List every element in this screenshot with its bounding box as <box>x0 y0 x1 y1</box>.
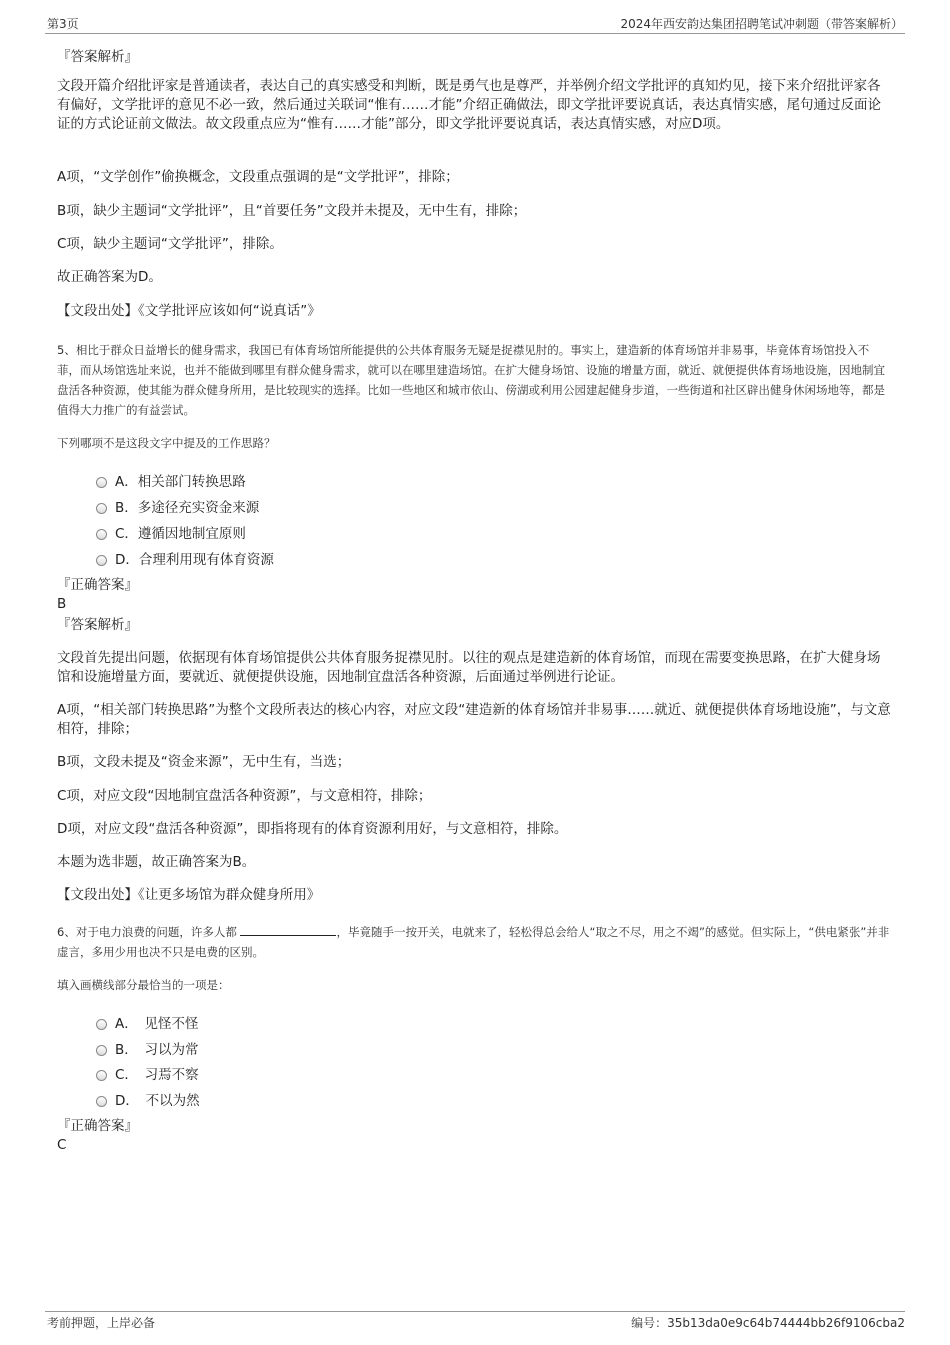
analysis-a: A项，“文学创作”偷换概念，文段重点强调的是“文学批评”，排除； <box>57 169 459 185</box>
analysis-label: 『答案解析』 <box>57 49 138 65</box>
option-a[interactable] <box>96 1012 199 1032</box>
analysis-c: C项，缺少主题词“文学批评”，排除。 <box>57 236 283 252</box>
option-d[interactable] <box>96 1089 200 1109</box>
analysis-text: 文段开篇介绍批评家是普通读者，表达自己的真实感受和判断，既是勇气也是尊严，并举例介绍文学批评的真知灼见，接下来介绍批评家各有偏好，文学批评的意见不必一致，然后通过关联词“惟有……才能”介绍正确做法，即文学批评要说真话，表达真情实感，尾句通过反面论证的方式论证前文做法。故文段重点应为“惟有……才能”部分，即文学批评要说真话，表达真情实感，对应D项。 <box>57 78 881 132</box>
page-number: 第3页 <box>47 17 79 31</box>
question-5-stem: 5、相比于群众日益增长的健身需求，我国已有体育场馆所能提供的公共体育服务无疑是捉襟见肘的。事实上，建造新的体育场馆并非易事，毕竟体育场馆投入不菲，而从场馆选址来说，也并不能做到哪里有群众健身需求，就可以在哪里建造场馆。在扩大健身场馆、设施的增量方面，就近、就便提供体育场地设施，因地制宜盘活各种资源，使其能为群众健身所用，是比较现实的选择。比如一些地区和城市依山、傍湖或利用公园建起健身步道，一些街道和社区辟出健身休闲场地等，都是值得大力推广的有益尝试。 <box>57 343 885 417</box>
stem-before: 6、对于电力浪费的问题，许多人都 <box>57 925 237 939</box>
question-5-prompt: 下列哪项不是这段文字中提及的工作思路？ <box>57 436 276 450</box>
option-label: D．合理利用现有体育资源 <box>115 552 274 568</box>
analysis-b: B项，文段未提及“资金来源”，无中生有，当选； <box>57 754 351 770</box>
conclusion: 本题为选非题，故正确答案为B。 <box>57 854 256 870</box>
source: 【文段出处】《文学批评应该如何“说真话”》 <box>57 303 321 319</box>
radio-icon[interactable] <box>96 477 107 488</box>
option-b[interactable] <box>96 496 259 516</box>
document-title: 2024年西安韵达集团招聘笔试冲刺题（带答案解析） <box>620 17 903 31</box>
answer-label: 『正确答案』 <box>57 577 138 593</box>
analysis-a: A项，“相关部门转换思路”为整个文段所表达的核心内容，对应文段“建造新的体育场馆并非易事……就近、就便提供体育场地设施”，与文意相符，排除； <box>57 702 891 737</box>
radio-icon[interactable] <box>96 1019 107 1030</box>
conclusion: 故正确答案为D。 <box>57 269 162 285</box>
source: 【文段出处】《让更多场馆为群众健身所用》 <box>57 887 321 903</box>
option-label: C．遵循因地制宜原则 <box>115 526 246 542</box>
option-c[interactable] <box>96 522 246 542</box>
answer: B <box>57 596 67 612</box>
radio-icon[interactable] <box>96 555 107 566</box>
analysis-label: 『答案解析』 <box>57 617 138 633</box>
stem-after: ，毕竟随手一按开关，电就来了，轻松得总会给人“取之不尽，用之不竭”的感觉。但实际上，“供电紧张”并非虚言，多用少用也决不只是电费的区别。 <box>57 925 890 959</box>
analysis-text: 文段首先提出问题，依据现有体育场馆提供公共体育服务捉襟见肘。以往的观点是建造新的体育场馆，而现在需要变换思路，在扩大健身场馆和设施增量方面，要就近、就便提供设施，因地制宜盘活各种资源，后面通过举例进行论证。 <box>57 650 881 685</box>
question-6-prompt: 填入画横线部分最恰当的一项是： <box>57 978 230 992</box>
option-label: B． 习以为常 <box>115 1042 199 1058</box>
option-d[interactable] <box>96 548 274 568</box>
radio-icon[interactable] <box>96 1045 107 1056</box>
answer-label: 『正确答案』 <box>57 1118 138 1134</box>
document-id: 编号：35b13da0e9c64b74444bb26f9106cba2 <box>631 1316 905 1330</box>
analysis-b: B项，缺少主题词“文学批评”，且“首要任务”文段并未提及，无中生有，排除； <box>57 203 527 219</box>
option-label: B．多途径充实资金来源 <box>115 500 260 516</box>
radio-icon[interactable] <box>96 529 107 540</box>
analysis-c: C项，对应文段“因地制宜盘活各种资源”，与文意相符，排除； <box>57 788 432 804</box>
option-b[interactable] <box>96 1038 199 1058</box>
option-a[interactable] <box>96 470 246 490</box>
fill-blank <box>240 923 336 936</box>
option-c[interactable] <box>96 1063 199 1083</box>
option-label: A．相关部门转换思路 <box>115 474 246 490</box>
option-label: D． 不以为然 <box>115 1093 200 1109</box>
option-label: C． 习焉不察 <box>115 1067 199 1083</box>
radio-icon[interactable] <box>96 1070 107 1081</box>
option-label: A． 见怪不怪 <box>115 1016 199 1032</box>
answer: C <box>57 1137 67 1153</box>
radio-icon[interactable] <box>96 1096 107 1107</box>
footer-divider <box>45 1311 905 1312</box>
footer-slogan: 考前押题，上岸必备 <box>47 1316 156 1330</box>
header-divider <box>45 33 905 34</box>
question-6-stem <box>57 922 892 962</box>
analysis-d: D项，对应文段“盘活各种资源”，即指将现有的体育资源利用好，与文意相符，排除。 <box>57 821 568 837</box>
radio-icon[interactable] <box>96 503 107 514</box>
